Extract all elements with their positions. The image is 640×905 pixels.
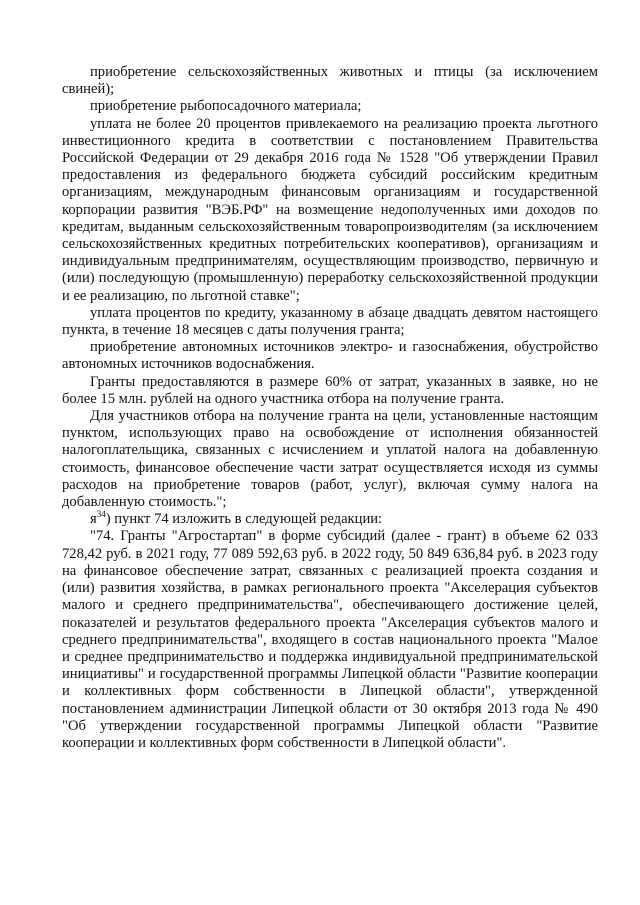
item-text: ) пункт 74 изложить в следующей редакции: xyxy=(105,511,383,528)
paragraph-credit-interest: уплата не более 20 процентов привлекаемого на реализацию проекта льготного инвестиционного кредита в соответствии с постановлением Правительства Российской Федерации от 29 декабря 2016 года № 1528 "Об утверждении Правил предоставления из федерального бюджета субсидий российским кредитным организациям, международным финансовым организациям и государственной корпорации развития "ВЭБ.РФ" на возмещение недополученных ими доходов по кредитам, выданным сельскохозяйственным товаропроизводителям (за исключением сельскохозяйственных кредитных потребительских кооперативов), организациям и индивидуальным предпринимателям, осуществляющим производство, первичную и (или) последующую (промышленную) переработку сельскохозяйственной продукции и ее реализацию, по льготной ставке"; xyxy=(62,115,598,304)
paragraph-autonomous-sources: приобретение автономных источников электро- и газоснабжения, обустройство автономных источников водоснабжения. xyxy=(62,339,598,373)
paragraph-vat-exemption: Для участников отбора на получение гранта на цели, установленные настоящим пунктом, использующих право на освобождение от исполнения обязанностей налогоплательщика, связанных с исчислением и уплатой налога на добавленную стоимость, финансовое обеспечение части затрат осуществляется исходя из суммы расходов на приобретение товаров (работ, услуг), включая сумму налога на добавленную стоимость."; xyxy=(62,408,598,511)
document-page xyxy=(62,64,598,752)
paragraph-animals: приобретение сельскохозяйственных животных и птицы (за исключением свиней); xyxy=(62,64,598,98)
paragraph-point-74: "74. Гранты "Агростартап" в форме субсидий (далее - грант) в объеме 62 033 728,42 руб. в 2021 году, 77 089 592,63 руб. в 2022 году, 50 849 636,84 руб. в 2023 году на финансовое обеспечение затрат, связанных с реализацией проекта создания и (или) развития хозяйства, в рамках регионального проекта "Акселерация субъектов малого и среднего предпринимательства", обеспечивающего достижение целей, показателей и результатов федерального проекта "Акселерация субъектов малого и среднего предпринимательства", входящего в состав национального проекта "Малое и среднее предпринимательство и поддержка индивидуальной предпринимательской инициативы" и государственной программы Липецкой области "Развитие кооперации и коллективных форм собственности в Липецкой области", утвержденной постановлением администрации Липецкой области от 30 октября 2013 года № 490 "Об утверждении государственной программы Липецкой области "Развитие кооперации и коллективных форм собственности в Липецкой области". xyxy=(62,528,598,751)
paragraph-fish-material: приобретение рыбопосадочного материала; xyxy=(90,98,362,115)
paragraph-loan-interest: уплата процентов по кредиту, указанному в абзаце двадцать девятом настоящего пункта, в течение 18 месяцев с даты получения гранта; xyxy=(62,304,598,339)
item-ya-heading xyxy=(62,511,598,528)
item-marker: я xyxy=(90,511,97,528)
paragraph-grant-amount: Гранты предоставляются в размере 60% от затрат, указанных в заявке, но не более 15 млн. рублей на одного участника отбора на получение гранта. xyxy=(62,373,598,407)
item-superscript: 34 xyxy=(96,509,106,520)
